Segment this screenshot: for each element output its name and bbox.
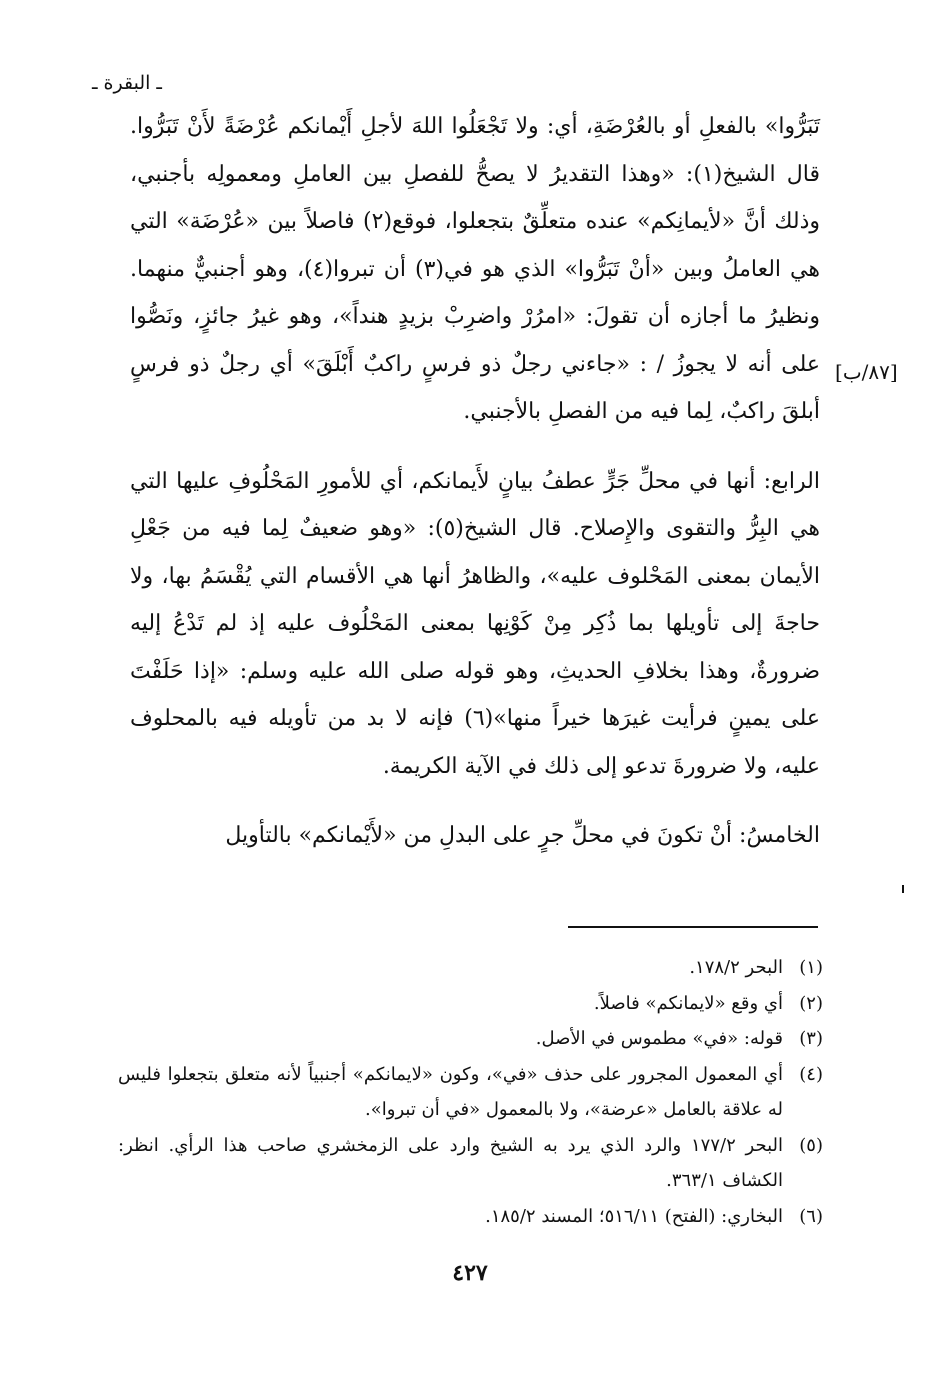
main-text bbox=[130, 103, 820, 860]
footnote-number: (٥) bbox=[799, 1134, 823, 1156]
footnote-number: (١) bbox=[799, 957, 823, 978]
footnote bbox=[118, 986, 823, 1022]
paragraph-3: الخامسُ: أنْ تكونَ في محلِّ جرٍ على البدلِ من «لأَيْمانكم» بالتأويل bbox=[225, 823, 820, 848]
footnote-number: (٣) bbox=[799, 1028, 823, 1049]
footnote bbox=[118, 1199, 823, 1235]
footnote-text: أي وقع «لايمانكم» فاصلاً. bbox=[593, 992, 783, 1014]
footnote bbox=[118, 1057, 823, 1128]
footnote-text: البحر ١٧٨/٢. bbox=[689, 957, 783, 978]
footnote-text: البحر ١٧٧/٢ والرد الذي يرد به الشيخ وارد على الزمخشري صاحب هذا الرأي. انظر: الكشاف ٣٦٣/١. bbox=[118, 1134, 783, 1191]
footnote bbox=[118, 1128, 823, 1199]
footnote-text: البخاري: (الفتح) ٥١٦/١١؛ المسند ١٨٥/٢. bbox=[485, 1205, 783, 1227]
footnote-number: (٦) bbox=[799, 1205, 823, 1227]
stray-ink-mark bbox=[902, 885, 904, 893]
running-header: ـ البقرة ـ bbox=[91, 72, 162, 94]
paragraph-2: الرابع: أنها في محلِّ جَرٍّ عطفُ بيانٍ لأَيمانكم، أي للأمورِ المَحْلُوفِ عليها التي هي البِرُّ والتقوى والإِصلاح. قال الشيخ(٥): «وهو ضعيفٌ لِما فيه من جَعْلِ الأيمان بمعنى المَحْلوف عليه»، والظاهرُ أنها هي الأقسام التي يُقْسَمُ بها، ولا حاجةَ إلى تأويلها بما ذُكِر مِنْ كَوْنِها بمعنى المَحْلُوف عليه إذ لم تَدْعُ إليه ضرورةٌ، وهذا بخلافِ الحديثِ، وهو قوله صلى الله عليه وسلم: «إذا حَلَفْتَ على يمينٍ فرأيت غيرَها خيراً منها»(٦) فإنه لا بد من تأويله فيه بالمحلوف عليه، ولا ضرورةَ تدعو إلى ذلك في الآية الكريمة. bbox=[130, 468, 820, 779]
margin-folio-note: [٨٧/ب] bbox=[835, 360, 898, 384]
footnote-text: أي المعمول المجرور على حذف «في»، وكون «لايمانكم» أجنبياً لأنه متعلق بتجعلوا فليس له علاقة بالعامل «عرضة»، ولا بالمعمول «في أن تبروا». bbox=[118, 1063, 783, 1120]
footnote-number: (٤) bbox=[799, 1063, 823, 1085]
footnote-number: (٢) bbox=[799, 992, 823, 1014]
footnote-separator bbox=[568, 926, 818, 928]
footnote bbox=[118, 1021, 823, 1057]
footnote-text: قوله: «في» مطموس في الأصل. bbox=[535, 1028, 783, 1049]
footnote bbox=[118, 950, 823, 986]
footnotes bbox=[118, 950, 823, 1234]
page-number: ٤٢٧ bbox=[452, 1260, 488, 1286]
paragraph-1: تَبَرُّوا» بالفعلِ أو بالعُرْضَةِ، أي: ولا تَجْعَلُوا اللهَ لأجلِ أَيْمانكم عُرْضَةً لأَنْ تَبَرُّوا. قال الشيخ(١): «وهذا التقديرُ لا يصحُّ للفصلِ بين العاملِ ومعمولِه بأجنبي، وذلك أنَّ «لأيمانِكم» عنده متعلِّقٌ بتجعلوا، فوقع(٢) فاصلاً بين «عُرْضَة» التي هي العاملُ وبين «أنْ تَبَرُّوا» الذي هو في(٣) أن تبروا(٤)، وهو أجنبيٌّ منهما. ونظيرُ ما أجازه أن تقولَ: «امرُرْ واضرِبْ بزيدٍ هنداً»، وهو غيرُ جائزٍ، ونَصُّوا على أنه لا يجوزُ / : «جاءني رجلٌ ذو فرسٍ راكبٌ أَبْلَقَ» أي رجلٌ ذو فرسٍ أبلقَ راكبٌ، لِما فيه من الفصلِ بالأجنبي. bbox=[130, 114, 821, 424]
